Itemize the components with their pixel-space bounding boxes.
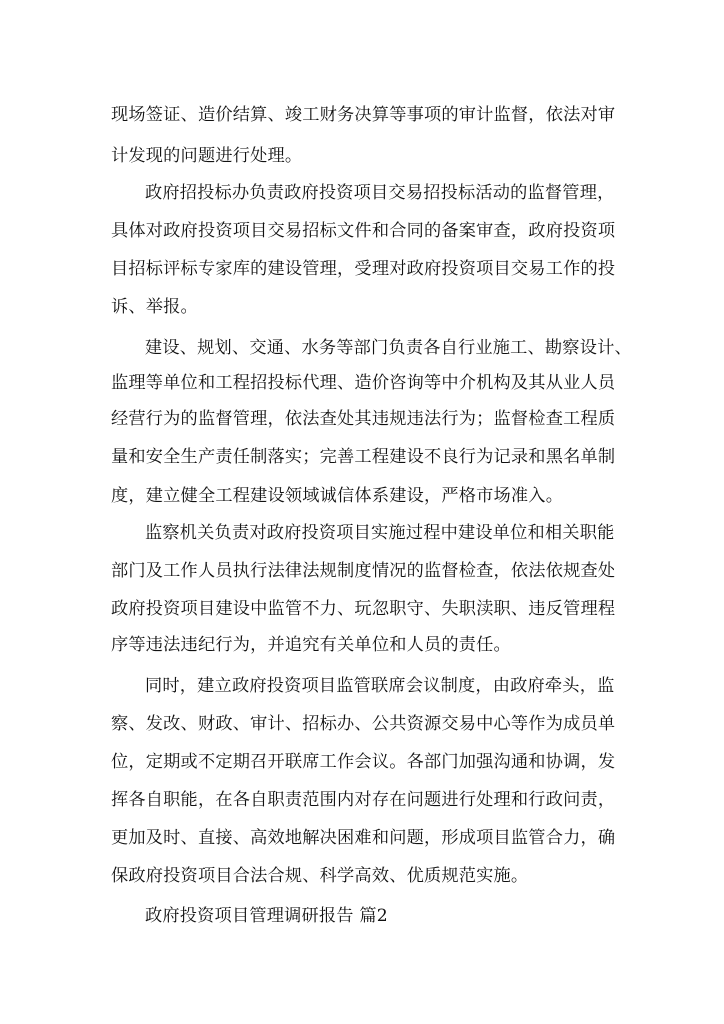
paragraph-line: 位，定期或不定期召开联席工作会议。各部门加强沟通和协调，发	[111, 752, 616, 772]
paragraph-line: 保政府投资项目合法合规、科学高效、优质规范实施。	[111, 866, 529, 886]
paragraph-line: 政府招投标办负责政府投资项目交易招投标活动的监督管理，	[145, 183, 615, 203]
paragraph-line: 目招标评标专家库的建设管理，受理对政府投资项目交易工作的投	[111, 259, 616, 279]
paragraph-line: 具体对政府投资项目交易招标文件和合同的备案审查，政府投资项	[111, 221, 616, 241]
paragraph-line: 建设、规划、交通、水务等部门负责各自行业施工、勘察设计、	[145, 338, 632, 358]
paragraph-line: 诉、举报。	[111, 297, 198, 317]
paragraph-line: 监理等单位和工程招投标代理、造价咨询等中介机构及其从业人员	[111, 373, 616, 393]
paragraph-line: 更加及时、直接、高效地解决困难和问题，形成项目监管合力，确	[111, 828, 616, 848]
paragraph-line: 量和安全生产责任制落实；完善工程建设不良行为记录和黑名单制	[111, 447, 616, 467]
paragraph-line: 部门及工作人员执行法律法规制度情况的监督检查，依法依规查处	[111, 561, 616, 581]
paragraph-line: 挥各自职能，在各自职责范围内对存在问题进行处理和行政问责，	[111, 790, 616, 810]
section-heading: 政府投资项目管理调研报告 篇2	[145, 906, 388, 926]
paragraph-line: 经营行为的监督管理，依法查处其违规违法行为；监督检查工程质	[111, 409, 616, 429]
paragraph-line: 序等违法违纪行为，并追究有关单位和人员的责任。	[111, 635, 511, 655]
paragraph-line: 计发现的问题进行处理。	[111, 146, 303, 166]
paragraph-line: 现场签证、造价结算、竣工财务决算等事项的审计监督，依法对审	[111, 105, 616, 125]
paragraph-line: 政府投资项目建设中监管不力、玩忽职守、失职渎职、违反管理程	[111, 599, 616, 619]
paragraph-line: 同时，建立政府投资项目监管联席会议制度，由政府牵头，监	[145, 676, 615, 696]
paragraph-line: 度，建立健全工程建设领域诚信体系建设，严格市场准入。	[111, 486, 564, 506]
paragraph-line: 察、发改、财政、审计、招标办、公共资源交易中心等作为成员单	[111, 714, 616, 734]
paragraph-line: 监察机关负责对政府投资项目实施过程中建设单位和相关职能	[145, 523, 615, 543]
